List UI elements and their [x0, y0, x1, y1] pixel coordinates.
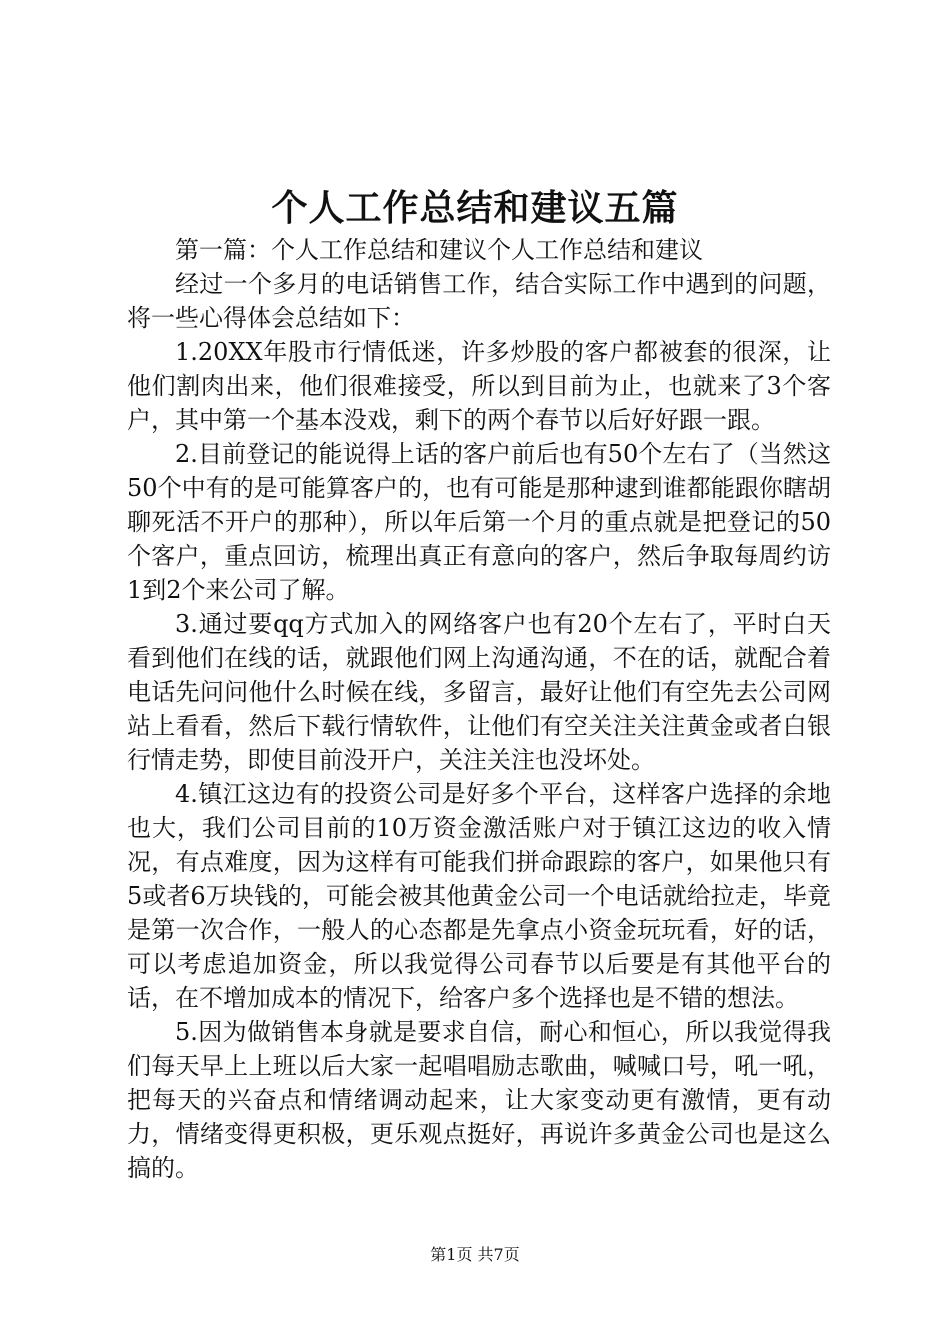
paragraph-intro: 经过一个多月的电话销售工作，结合实际工作中遇到的问题，将一些心得体会总结如下： [127, 270, 831, 332]
document-body [127, 233, 831, 1185]
paragraph-item-5: 5.因为做销售本身就是要求自信，耐心和恒心，所以我觉得我们每天早上上班以后大家一起唱唱励志歌曲，喊喊口号，吼一吼，把每天的兴奋点和情绪调动起来，让大家变动更有激情，更有动力，情绪变得更积极，更乐观点挺好，再说许多黄金公司也是这么搞的。 [127, 1018, 831, 1182]
paragraph-item-4: 4.镇江这边有的投资公司是好多个平台，这样客户选择的余地也大，我们公司目前的10万资金激活账户对于镇江这边的收入情况，有点难度，因为这样有可能我们拼命跟踪的客户，如果他只有5或者6万块钱的，可能会被其他黄金公司一个电话就给拉走，毕竟是第一次合作，一般人的心态都是先拿点小资金玩玩看，好的话，可以考虑追加资金，所以我觉得公司春节以后要是有其他平台的话，在不增加成本的情况下，给客户多个选择也是不错的想法。 [127, 780, 831, 1012]
document-title: 个人工作总结和建议五篇 [271, 187, 679, 229]
paragraph-item-2: 2.目前登记的能说得上话的客户前后也有50个左右了（当然这50个中有的是可能算客户的，也有可能是那种逮到谁都能跟你瞎胡聊死活不开户的那种），所以年后第一个月的重点就是把登记的50个客户，重点回访，梳理出真正有意向的客户，然后争取每周约访1到2个来公司了解。 [127, 440, 831, 604]
page-number-footer: 第1页 共7页 [430, 1245, 520, 1264]
paragraph-item-1: 1.20XX年股市行情低迷，许多炒股的客户都被套的很深，让他们割肉出来，他们很难接受，所以到目前为止，也就来了3个客户，其中第一个基本没戏，剩下的两个春节以后好好跟一跟。 [127, 338, 831, 434]
paragraph-item-3: 3.通过要qq方式加入的网络客户也有20个左右了，平时白天看到他们在线的话，就跟他们网上沟通沟通，不在的话，就配合着电话先问问他什么时候在线，多留言，最好让他们有空先去公司网站上看看，然后下载行情软件，让他们有空关注关注黄金或者白银行情走势，即使目前没开户，关注关注也没坏处。 [127, 610, 831, 774]
paragraph-heading: 第一篇：个人工作总结和建议个人工作总结和建议 [175, 236, 703, 264]
